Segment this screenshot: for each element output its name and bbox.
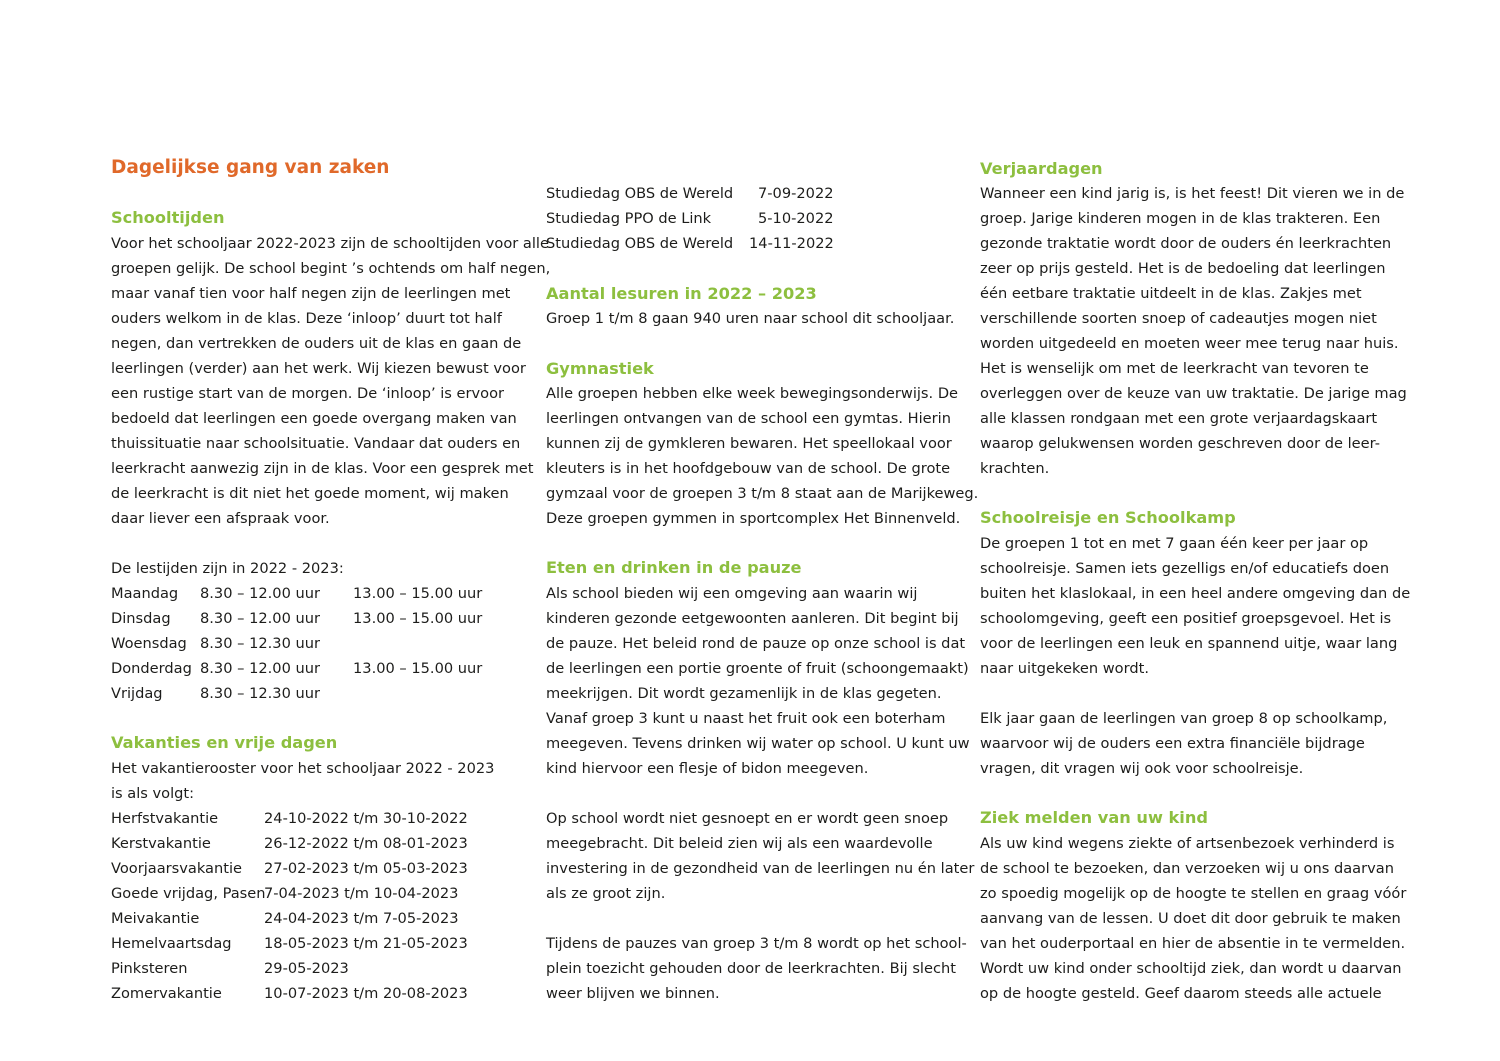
section-heading: Gymnastiek	[546, 359, 654, 378]
text-line: bedoeld dat leerlingen een goede overgang maken van	[111, 410, 517, 427]
text-line: Op school wordt niet gesnoept en er wordt geen snoep	[546, 810, 949, 827]
text-line: overleggen over de keuze van uw traktatie. De jarige mag	[980, 385, 1407, 402]
text-line: buiten het klaslokaal, in een heel andere omgeving dan de	[980, 585, 1411, 602]
table-cell: Vrijdag	[111, 685, 163, 702]
table-cell: Studiedag OBS de Wereld	[546, 235, 734, 252]
section-heading: Dagelijkse gang van zaken	[111, 157, 390, 178]
table-cell: Maandag	[111, 585, 179, 602]
text-line: verschillende soorten snoep of cadeautjes mogen niet	[980, 310, 1377, 327]
section-heading: Verjaardagen	[980, 159, 1103, 178]
text-line: kinderen gezonde eetgewoonten aanleren. Dit begint bij	[546, 610, 959, 627]
text-line: kleuters is in het hoofdgebouw van de school. De grote	[546, 460, 951, 477]
text-line: meegebracht. Dit beleid zien wij als een waardevolle	[546, 835, 933, 852]
text-line: worden uitgedeeld en moeten weer mee terug naar huis.	[980, 335, 1399, 352]
table-cell: Studiedag PPO de Link	[546, 210, 712, 227]
text-line: alle klassen rondgaan met een grote verjaardagskaart	[980, 410, 1378, 427]
table-cell: 13.00 – 15.00 uur	[353, 585, 483, 602]
text-line: leerlingen (verder) aan het werk. Wij kiezen bewust voor	[111, 360, 526, 377]
table-cell: Pinksteren	[111, 960, 188, 977]
text-line: Voor het schooljaar 2022-2023 zijn de schooltijden voor alle	[111, 235, 549, 252]
section-heading: Schoolreisje en Schoolkamp	[980, 508, 1236, 527]
table-cell: 8.30 – 12.00 uur	[200, 610, 320, 627]
text-line: de leerkracht is dit niet het goede moment, wij maken	[111, 485, 509, 502]
text-line: groepen gelijk. De school begint ’s ochtends om half negen,	[111, 260, 551, 277]
table-cell: Voorjaarsvakantie	[111, 860, 242, 877]
text-line: krachten.	[980, 460, 1050, 477]
text-line: Deze groepen gymmen in sportcomplex Het Binnenveld.	[546, 510, 961, 527]
text-line: plein toezicht gehouden door de leerkrachten. Bij slecht	[546, 960, 956, 977]
table-cell: Dinsdag	[111, 610, 171, 627]
text-line: schoolreisje. Samen iets gezelligs en/of educatiefs doen	[980, 560, 1390, 577]
table-cell: Kerstvakantie	[111, 835, 211, 852]
table-cell: 18-05-2023 t/m 21-05-2023	[264, 935, 468, 952]
text-line: De groepen 1 tot en met 7 gaan één keer per jaar op	[980, 535, 1369, 552]
table-cell: 10-07-2023 t/m 20-08-2023	[264, 985, 468, 1002]
text-line: kind hiervoor een flesje of bidon meegeven.	[546, 760, 869, 777]
text-line: aanvang van de lessen. U doet dit door gebruik te maken	[980, 910, 1401, 927]
text-line: negen, dan vertrekken de ouders uit de klas en gaan de	[111, 335, 522, 352]
text-line: meegeven. Tevens drinken wij water op school. U kunt uw	[546, 735, 970, 752]
text-line: Het vakantierooster voor het schooljaar 2022 - 2023	[111, 760, 495, 777]
table-cell: Hemelvaartsdag	[111, 935, 232, 952]
section-heading: Aantal lesuren in 2022 – 2023	[546, 284, 817, 303]
table-cell: 13.00 – 15.00 uur	[353, 610, 483, 627]
text-line: ouders welkom in de klas. Deze ‘inloop’ duurt tot half	[111, 310, 502, 327]
table-cell: Donderdag	[111, 660, 192, 677]
table-cell: Studiedag OBS de Wereld	[546, 185, 734, 202]
table-cell: 7-05-2023	[383, 910, 459, 927]
text-line: van het ouderportaal en hier de absentie in te vermelden.	[980, 935, 1406, 952]
text-line: leerkracht aanwezig zijn in de klas. Voor een gesprek met	[111, 460, 534, 477]
text-line: de leerlingen een portie groente of fruit (schoongemaakt)	[546, 660, 969, 677]
text-line: De lestijden zijn in 2022 - 2023:	[111, 560, 344, 577]
text-line: gezonde traktatie wordt door de ouders én leerkrachten	[980, 235, 1392, 252]
table-cell: Meivakantie	[111, 910, 200, 927]
text-line: leerlingen ontvangen van de school een gymtas. Hierin	[546, 410, 951, 427]
text-line: Alle groepen hebben elke week bewegingsonderwijs. De	[546, 385, 959, 402]
text-line: meekrijgen. Dit wordt gezamenlijk in de klas gegeten.	[546, 685, 942, 702]
text-line: waarvoor wij de ouders een extra financiële bijdrage	[980, 735, 1365, 752]
text-line: kunnen zij de gymkleren bewaren. Het speellokaal voor	[546, 435, 952, 452]
text-line: is als volgt:	[111, 785, 195, 802]
text-line: Elk jaar gaan de leerlingen van groep 8 op schoolkamp,	[980, 710, 1388, 727]
table-cell: 13.00 – 15.00 uur	[353, 660, 483, 677]
text-line: Het is wenselijk om met de leerkracht van tevoren te	[980, 360, 1369, 377]
table-cell: 27-02-2023 t/m 05-03-2023	[264, 860, 468, 877]
text-line: Als school bieden wij een omgeving aan waarin wij	[546, 585, 918, 602]
text-line: als ze groot zijn.	[546, 885, 666, 902]
text-line: Vanaf groep 3 kunt u naast het fruit ook een boterham	[546, 710, 946, 727]
text-line: daar liever een afspraak voor.	[111, 510, 330, 527]
table-cell: Goede vrijdag, Pasen	[111, 885, 266, 902]
text-line: Groep 1 t/m 8 gaan 940 uren naar school dit schooljaar.	[546, 310, 955, 327]
text-line: Wordt uw kind onder schooltijd ziek, dan wordt u daarvan	[980, 960, 1402, 977]
section-heading: Ziek melden van uw kind	[980, 808, 1208, 827]
section-heading: Vakanties en vrije dagen	[111, 733, 338, 752]
text-line: weer blijven we binnen.	[546, 985, 720, 1002]
table-cell: 8.30 – 12.00 uur	[200, 660, 320, 677]
text-line: gymzaal voor de groepen 3 t/m 8 staat aan de Marijkeweg.	[546, 485, 979, 502]
text-line: op de hoogte gesteld. Geef daarom steeds alle actuele	[980, 985, 1382, 1002]
table-cell: Zomervakantie	[111, 985, 222, 1002]
text-line: investering in de gezondheid van de leerlingen nu én later	[546, 860, 975, 877]
table-cell: Woensdag	[111, 635, 187, 652]
text-line: Tijdens de pauzes van groep 3 t/m 8 wordt op het school-	[546, 935, 967, 952]
text-line: maar vanaf tien voor half negen zijn de leerlingen met	[111, 285, 511, 302]
text-line: naar uitgekeken wordt.	[980, 660, 1149, 677]
table-cell: 8.30 – 12.00 uur	[200, 585, 320, 602]
table-cell: 8.30 – 12.30 uur	[200, 685, 320, 702]
text-line: Als uw kind wegens ziekte of artsenbezoek verhinderd is	[980, 835, 1395, 852]
text-line: thuissituatie naar schoolsituatie. Vandaar dat ouders en	[111, 435, 521, 452]
text-line: voor de leerlingen een leuk en spannend uitje, waar lang	[980, 635, 1398, 652]
text-line: zeer op prijs gesteld. Het is de bedoeling dat leerlingen	[980, 260, 1386, 277]
text-line: één eetbare traktatie uitdeelt in de klas. Zakjes met	[980, 285, 1362, 302]
table-cell: 8.30 – 12.30 uur	[200, 635, 320, 652]
text-line: de pauze. Het beleid rond de pauze op onze school is dat	[546, 635, 966, 652]
table-cell: 14-11-2022	[749, 235, 834, 252]
text-line: een rustige start van de morgen. De ‘inloop’ is ervoor	[111, 385, 505, 402]
table-cell: 7-04-2023 t/m 10-04-2023	[264, 885, 459, 902]
section-heading: Eten en drinken in de pauze	[546, 558, 802, 577]
table-cell: 26-12-2022 t/m 08-01-2023	[264, 835, 468, 852]
text-line: zo spoedig mogelijk op de hoogte te stellen en graag vóór	[980, 885, 1407, 902]
table-cell: 24-04-2023 t/m	[264, 910, 379, 927]
text-line: waarop gelukwensen worden geschreven door de leer-	[980, 435, 1380, 452]
text-line: de school te bezoeken, dan verzoeken wij u ons daarvan	[980, 860, 1394, 877]
table-cell: 7-09-2022	[758, 185, 834, 202]
text-line: schoolomgeving, geeft een positief groepsgevoel. Het is	[980, 610, 1392, 627]
text-line: vragen, dit vragen wij ook voor schoolreisje.	[980, 760, 1304, 777]
text-line: groep. Jarige kinderen mogen in de klas trakteren. Een	[980, 210, 1381, 227]
table-cell: 5-10-2022	[758, 210, 834, 227]
table-cell: 29-05-2023	[264, 960, 349, 977]
table-cell: Herfstvakantie	[111, 810, 219, 827]
section-heading: Schooltijden	[111, 208, 225, 227]
text-line: Wanneer een kind jarig is, is het feest! Dit vieren we in de	[980, 185, 1405, 202]
table-cell: 24-10-2022 t/m 30-10-2022	[264, 810, 468, 827]
